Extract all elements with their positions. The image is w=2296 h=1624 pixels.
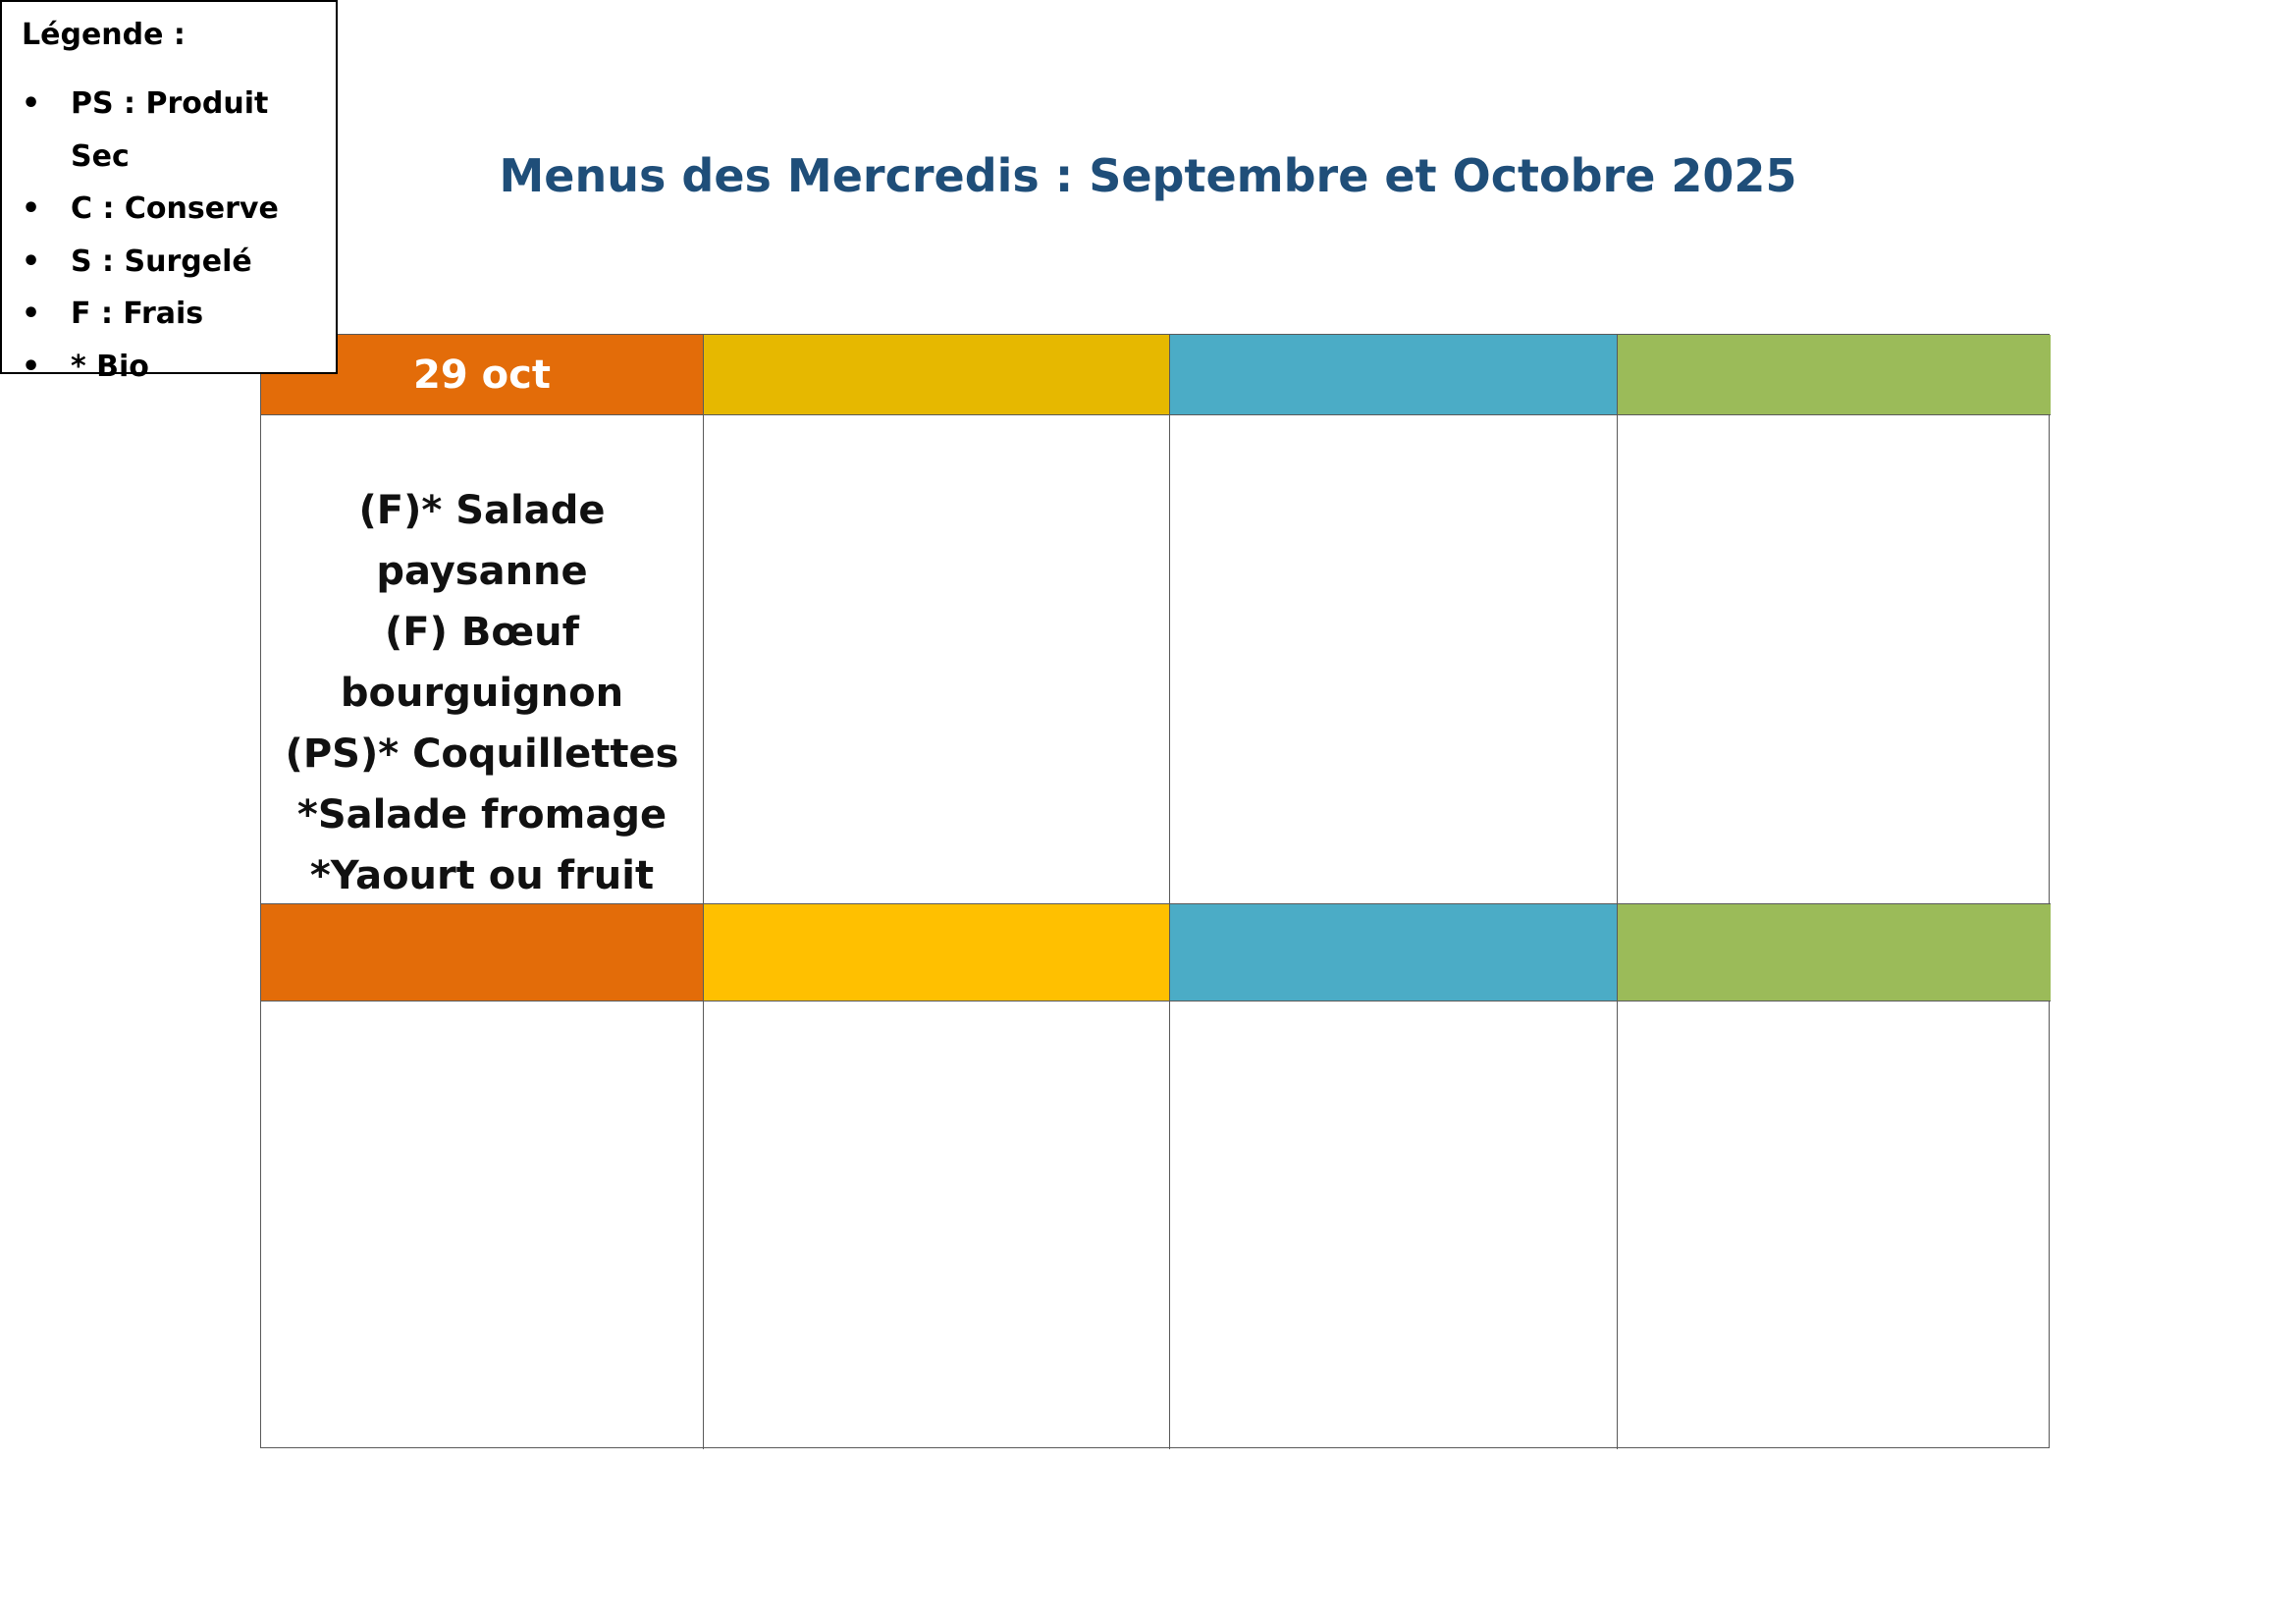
- menu-list: [261, 480, 703, 906]
- menu-item-side: (PS)* Coquillettes: [285, 731, 679, 777]
- week1-day4-header: [1618, 335, 2051, 415]
- week2-day3-menu: [1170, 1001, 1618, 1449]
- week2-day1-header: [261, 904, 704, 1001]
- week1-day4-menu: [1618, 415, 2051, 904]
- menu-item-dessert: *Yaourt ou fruit: [309, 853, 655, 898]
- page-title: Menus des Mercredis : Septembre et Octobre 2025: [499, 149, 1797, 202]
- menu-table: [260, 334, 2050, 1448]
- week1-day3-menu: [1170, 415, 1618, 904]
- menu-item-starter: (F)* Salade paysanne: [358, 488, 606, 594]
- legend-item-s: • S : Surgelé: [22, 236, 316, 289]
- week2-day4-header: [1618, 904, 2051, 1001]
- legend-box: [0, 0, 338, 384]
- week2-day3-header: [1170, 904, 1618, 1001]
- legend-item-c: • C : Conserve: [22, 183, 316, 236]
- week2-day4-menu: [1618, 1001, 2051, 1449]
- legend-item-ps: • PS : Produit Sec: [22, 78, 316, 183]
- legend-list: [22, 78, 316, 393]
- legend-title: Légende :: [22, 18, 186, 52]
- menu-item-main: (F) Bœuf: [385, 610, 579, 655]
- week1-day3-header: [1170, 335, 1618, 415]
- menu-item-cheese: *Salade fromage: [296, 792, 667, 838]
- legend-item-bio: • * Bio: [22, 341, 316, 394]
- week2-day2-header: [704, 904, 1170, 1001]
- week1-day1-menu: [261, 415, 704, 904]
- week2-day2-menu: [704, 1001, 1170, 1449]
- menu-item-main-cont: bourguignon: [340, 671, 624, 716]
- week2-day1-menu: [261, 1001, 704, 1449]
- week1-day2-menu: [704, 415, 1170, 904]
- legend-item-f: • F : Frais: [22, 288, 316, 341]
- week1-day2-header: [704, 335, 1170, 415]
- week1-day1-date: 29 oct: [413, 352, 551, 398]
